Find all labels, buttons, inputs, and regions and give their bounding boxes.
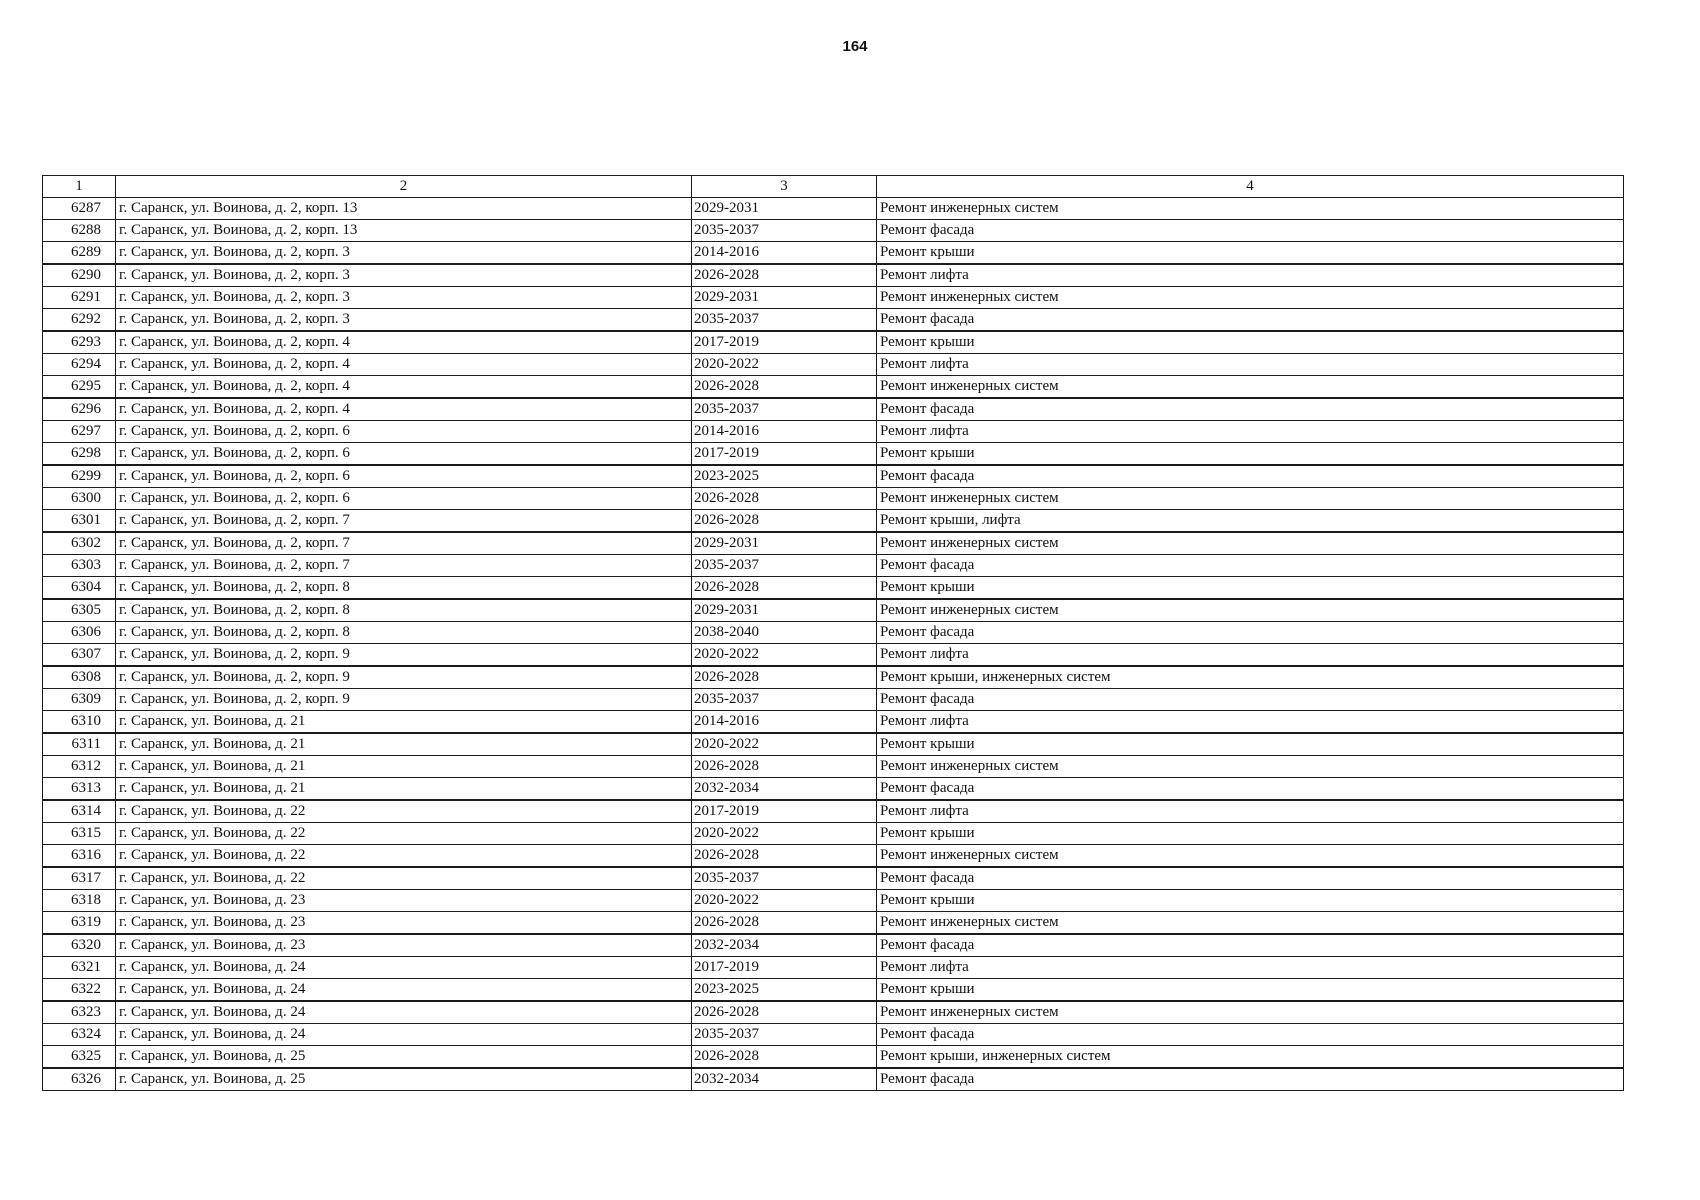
period-cell: 2032-2034	[692, 1068, 877, 1091]
row-number: 6303	[43, 555, 116, 577]
address-cell: г. Саранск, ул. Воинова, д. 2, корп. 9	[116, 644, 692, 667]
address-cell: г. Саранск, ул. Воинова, д. 21	[116, 711, 692, 734]
row-number: 6324	[43, 1024, 116, 1046]
period-cell: 2026-2028	[692, 264, 877, 287]
row-number: 6319	[43, 912, 116, 935]
row-number: 6304	[43, 577, 116, 600]
row-number: 6295	[43, 376, 116, 399]
work-type-cell: Ремонт фасада	[877, 465, 1624, 488]
address-cell: г. Саранск, ул. Воинова, д. 25	[116, 1068, 692, 1091]
table-row	[43, 778, 1624, 801]
row-number: 6320	[43, 934, 116, 957]
row-number: 6300	[43, 488, 116, 510]
address-cell: г. Саранск, ул. Воинова, д. 22	[116, 823, 692, 845]
period-cell: 2017-2019	[692, 957, 877, 979]
work-type-cell: Ремонт крыши	[877, 823, 1624, 845]
row-number: 6318	[43, 890, 116, 912]
work-type-cell: Ремонт лифта	[877, 957, 1624, 979]
address-cell: г. Саранск, ул. Воинова, д. 2, корп. 6	[116, 421, 692, 443]
work-type-cell: Ремонт крыши, инженерных систем	[877, 1046, 1624, 1069]
address-cell: г. Саранск, ул. Воинова, д. 2, корп. 9	[116, 689, 692, 711]
period-cell: 2026-2028	[692, 845, 877, 868]
table-row	[43, 354, 1624, 376]
period-cell: 2032-2034	[692, 934, 877, 957]
period-cell: 2014-2016	[692, 711, 877, 734]
row-number: 6321	[43, 957, 116, 979]
period-cell: 2014-2016	[692, 421, 877, 443]
address-cell: г. Саранск, ул. Воинова, д. 2, корп. 13	[116, 220, 692, 242]
address-cell: г. Саранск, ул. Воинова, д. 2, корп. 3	[116, 264, 692, 287]
address-cell: г. Саранск, ул. Воинова, д. 23	[116, 890, 692, 912]
work-type-cell: Ремонт крыши	[877, 577, 1624, 600]
period-cell: 2020-2022	[692, 644, 877, 667]
table-row	[43, 532, 1624, 555]
period-cell: 2017-2019	[692, 443, 877, 466]
address-cell: г. Саранск, ул. Воинова, д. 2, корп. 8	[116, 577, 692, 600]
row-number: 6307	[43, 644, 116, 667]
repair-schedule-table	[42, 175, 1624, 1091]
table-row	[43, 220, 1624, 242]
work-type-cell: Ремонт инженерных систем	[877, 845, 1624, 868]
period-cell: 2035-2037	[692, 867, 877, 890]
address-cell: г. Саранск, ул. Воинова, д. 2, корп. 7	[116, 532, 692, 555]
header-col-2: 2	[116, 176, 692, 198]
period-cell: 2026-2028	[692, 912, 877, 935]
period-cell: 2035-2037	[692, 309, 877, 332]
period-cell: 2035-2037	[692, 689, 877, 711]
period-cell: 2026-2028	[692, 510, 877, 533]
table-row	[43, 622, 1624, 644]
table-row	[43, 488, 1624, 510]
table-row	[43, 890, 1624, 912]
work-type-cell: Ремонт инженерных систем	[877, 198, 1624, 220]
work-type-cell: Ремонт инженерных систем	[877, 912, 1624, 935]
work-type-cell: Ремонт лифта	[877, 800, 1624, 823]
table-row	[43, 979, 1624, 1002]
work-type-cell: Ремонт крыши	[877, 331, 1624, 354]
period-cell: 2023-2025	[692, 979, 877, 1002]
period-cell: 2026-2028	[692, 1046, 877, 1069]
period-cell: 2038-2040	[692, 622, 877, 644]
row-number: 6315	[43, 823, 116, 845]
work-type-cell: Ремонт фасада	[877, 398, 1624, 421]
row-number: 6296	[43, 398, 116, 421]
table-row	[43, 577, 1624, 600]
work-type-cell: Ремонт лифта	[877, 421, 1624, 443]
period-cell: 2035-2037	[692, 398, 877, 421]
work-type-cell: Ремонт инженерных систем	[877, 1001, 1624, 1024]
address-cell: г. Саранск, ул. Воинова, д. 2, корп. 6	[116, 465, 692, 488]
work-type-cell: Ремонт фасада	[877, 689, 1624, 711]
table-row	[43, 555, 1624, 577]
address-cell: г. Саранск, ул. Воинова, д. 2, корп. 4	[116, 354, 692, 376]
address-cell: г. Саранск, ул. Воинова, д. 22	[116, 800, 692, 823]
table-row	[43, 733, 1624, 756]
row-number: 6322	[43, 979, 116, 1002]
address-cell: г. Саранск, ул. Воинова, д. 24	[116, 1001, 692, 1024]
work-type-cell: Ремонт фасада	[877, 555, 1624, 577]
address-cell: г. Саранск, ул. Воинова, д. 23	[116, 912, 692, 935]
period-cell: 2035-2037	[692, 555, 877, 577]
address-cell: г. Саранск, ул. Воинова, д. 2, корп. 4	[116, 331, 692, 354]
address-cell: г. Саранск, ул. Воинова, д. 2, корп. 8	[116, 622, 692, 644]
table-row	[43, 912, 1624, 935]
period-cell: 2035-2037	[692, 220, 877, 242]
work-type-cell: Ремонт инженерных систем	[877, 287, 1624, 309]
table-row	[43, 800, 1624, 823]
period-cell: 2026-2028	[692, 488, 877, 510]
row-number: 6306	[43, 622, 116, 644]
table-row	[43, 331, 1624, 354]
table-row	[43, 465, 1624, 488]
address-cell: г. Саранск, ул. Воинова, д. 21	[116, 733, 692, 756]
table-row	[43, 934, 1624, 957]
work-type-cell: Ремонт лифта	[877, 354, 1624, 376]
row-number: 6316	[43, 845, 116, 868]
period-cell: 2029-2031	[692, 198, 877, 220]
table-row	[43, 666, 1624, 689]
row-number: 6312	[43, 756, 116, 778]
period-cell: 2026-2028	[692, 666, 877, 689]
row-number: 6302	[43, 532, 116, 555]
period-cell: 2023-2025	[692, 465, 877, 488]
row-number: 6301	[43, 510, 116, 533]
work-type-cell: Ремонт крыши, лифта	[877, 510, 1624, 533]
work-type-cell: Ремонт инженерных систем	[877, 488, 1624, 510]
work-type-cell: Ремонт инженерных систем	[877, 532, 1624, 555]
address-cell: г. Саранск, ул. Воинова, д. 2, корп. 6	[116, 488, 692, 510]
row-number: 6309	[43, 689, 116, 711]
work-type-cell: Ремонт крыши	[877, 979, 1624, 1002]
row-number: 6326	[43, 1068, 116, 1091]
address-cell: г. Саранск, ул. Воинова, д. 2, корп. 8	[116, 599, 692, 622]
period-cell: 2020-2022	[692, 354, 877, 376]
table-row	[43, 443, 1624, 466]
row-number: 6291	[43, 287, 116, 309]
table-row	[43, 1046, 1624, 1069]
address-cell: г. Саранск, ул. Воинова, д. 2, корп. 7	[116, 555, 692, 577]
address-cell: г. Саранск, ул. Воинова, д. 21	[116, 778, 692, 801]
work-type-cell: Ремонт фасада	[877, 309, 1624, 332]
address-cell: г. Саранск, ул. Воинова, д. 2, корп. 13	[116, 198, 692, 220]
work-type-cell: Ремонт фасада	[877, 778, 1624, 801]
table-row	[43, 1068, 1624, 1091]
work-type-cell: Ремонт лифта	[877, 711, 1624, 734]
address-cell: г. Саранск, ул. Воинова, д. 2, корп. 7	[116, 510, 692, 533]
row-number: 6317	[43, 867, 116, 890]
work-type-cell: Ремонт крыши	[877, 890, 1624, 912]
page-number: 164	[842, 38, 868, 55]
row-number: 6299	[43, 465, 116, 488]
work-type-cell: Ремонт фасада	[877, 1024, 1624, 1046]
table-row	[43, 1024, 1624, 1046]
row-number: 6294	[43, 354, 116, 376]
address-cell: г. Саранск, ул. Воинова, д. 22	[116, 867, 692, 890]
period-cell: 2026-2028	[692, 376, 877, 399]
table-row	[43, 309, 1624, 332]
row-number: 6311	[43, 733, 116, 756]
table-row	[43, 599, 1624, 622]
header-col-4: 4	[877, 176, 1624, 198]
work-type-cell: Ремонт инженерных систем	[877, 376, 1624, 399]
address-cell: г. Саранск, ул. Воинова, д. 21	[116, 756, 692, 778]
work-type-cell: Ремонт фасада	[877, 1068, 1624, 1091]
row-number: 6314	[43, 800, 116, 823]
period-cell: 2029-2031	[692, 532, 877, 555]
row-number: 6297	[43, 421, 116, 443]
table-row	[43, 1001, 1624, 1024]
table-row	[43, 398, 1624, 421]
address-cell: г. Саранск, ул. Воинова, д. 24	[116, 957, 692, 979]
address-cell: г. Саранск, ул. Воинова, д. 24	[116, 1024, 692, 1046]
table-body	[43, 198, 1624, 1091]
period-cell: 2029-2031	[692, 599, 877, 622]
period-cell: 2020-2022	[692, 733, 877, 756]
address-cell: г. Саранск, ул. Воинова, д. 24	[116, 979, 692, 1002]
address-cell: г. Саранск, ул. Воинова, д. 2, корп. 3	[116, 242, 692, 265]
address-cell: г. Саранск, ул. Воинова, д. 2, корп. 3	[116, 287, 692, 309]
row-number: 6290	[43, 264, 116, 287]
address-cell: г. Саранск, ул. Воинова, д. 2, корп. 4	[116, 398, 692, 421]
row-number: 6325	[43, 1046, 116, 1069]
row-number: 6323	[43, 1001, 116, 1024]
table-row	[43, 242, 1624, 265]
table-row	[43, 689, 1624, 711]
table-row	[43, 264, 1624, 287]
header-col-3: 3	[692, 176, 877, 198]
work-type-cell: Ремонт лифта	[877, 264, 1624, 287]
address-cell: г. Саранск, ул. Воинова, д. 2, корп. 3	[116, 309, 692, 332]
row-number: 6287	[43, 198, 116, 220]
table-row	[43, 711, 1624, 734]
work-type-cell: Ремонт лифта	[877, 644, 1624, 667]
period-cell: 2032-2034	[692, 778, 877, 801]
table-row	[43, 287, 1624, 309]
row-number: 6289	[43, 242, 116, 265]
row-number: 6308	[43, 666, 116, 689]
work-type-cell: Ремонт инженерных систем	[877, 756, 1624, 778]
work-type-cell: Ремонт инженерных систем	[877, 599, 1624, 622]
work-type-cell: Ремонт крыши	[877, 733, 1624, 756]
table-row	[43, 823, 1624, 845]
row-number: 6288	[43, 220, 116, 242]
period-cell: 2014-2016	[692, 242, 877, 265]
address-cell: г. Саранск, ул. Воинова, д. 22	[116, 845, 692, 868]
table-row	[43, 756, 1624, 778]
table-row	[43, 421, 1624, 443]
row-number: 6292	[43, 309, 116, 332]
row-number: 6310	[43, 711, 116, 734]
table-row	[43, 867, 1624, 890]
work-type-cell: Ремонт крыши	[877, 443, 1624, 466]
period-cell: 2026-2028	[692, 577, 877, 600]
work-type-cell: Ремонт фасада	[877, 220, 1624, 242]
row-number: 6305	[43, 599, 116, 622]
header-col-1: 1	[43, 176, 116, 198]
row-number: 6313	[43, 778, 116, 801]
period-cell: 2020-2022	[692, 823, 877, 845]
period-cell: 2026-2028	[692, 1001, 877, 1024]
table-row	[43, 510, 1624, 533]
period-cell: 2017-2019	[692, 800, 877, 823]
work-type-cell: Ремонт фасада	[877, 867, 1624, 890]
work-type-cell: Ремонт фасада	[877, 622, 1624, 644]
table-row	[43, 957, 1624, 979]
address-cell: г. Саранск, ул. Воинова, д. 2, корп. 9	[116, 666, 692, 689]
table-row	[43, 198, 1624, 220]
period-cell: 2017-2019	[692, 331, 877, 354]
row-number: 6298	[43, 443, 116, 466]
table-row	[43, 376, 1624, 399]
address-cell: г. Саранск, ул. Воинова, д. 2, корп. 4	[116, 376, 692, 399]
address-cell: г. Саранск, ул. Воинова, д. 23	[116, 934, 692, 957]
column-number-header-row	[43, 176, 1624, 198]
period-cell: 2029-2031	[692, 287, 877, 309]
period-cell: 2035-2037	[692, 1024, 877, 1046]
work-type-cell: Ремонт крыши, инженерных систем	[877, 666, 1624, 689]
address-cell: г. Саранск, ул. Воинова, д. 2, корп. 6	[116, 443, 692, 466]
table-row	[43, 644, 1624, 667]
table-row	[43, 845, 1624, 868]
period-cell: 2026-2028	[692, 756, 877, 778]
work-type-cell: Ремонт крыши	[877, 242, 1624, 265]
work-type-cell: Ремонт фасада	[877, 934, 1624, 957]
row-number: 6293	[43, 331, 116, 354]
period-cell: 2020-2022	[692, 890, 877, 912]
address-cell: г. Саранск, ул. Воинова, д. 25	[116, 1046, 692, 1069]
